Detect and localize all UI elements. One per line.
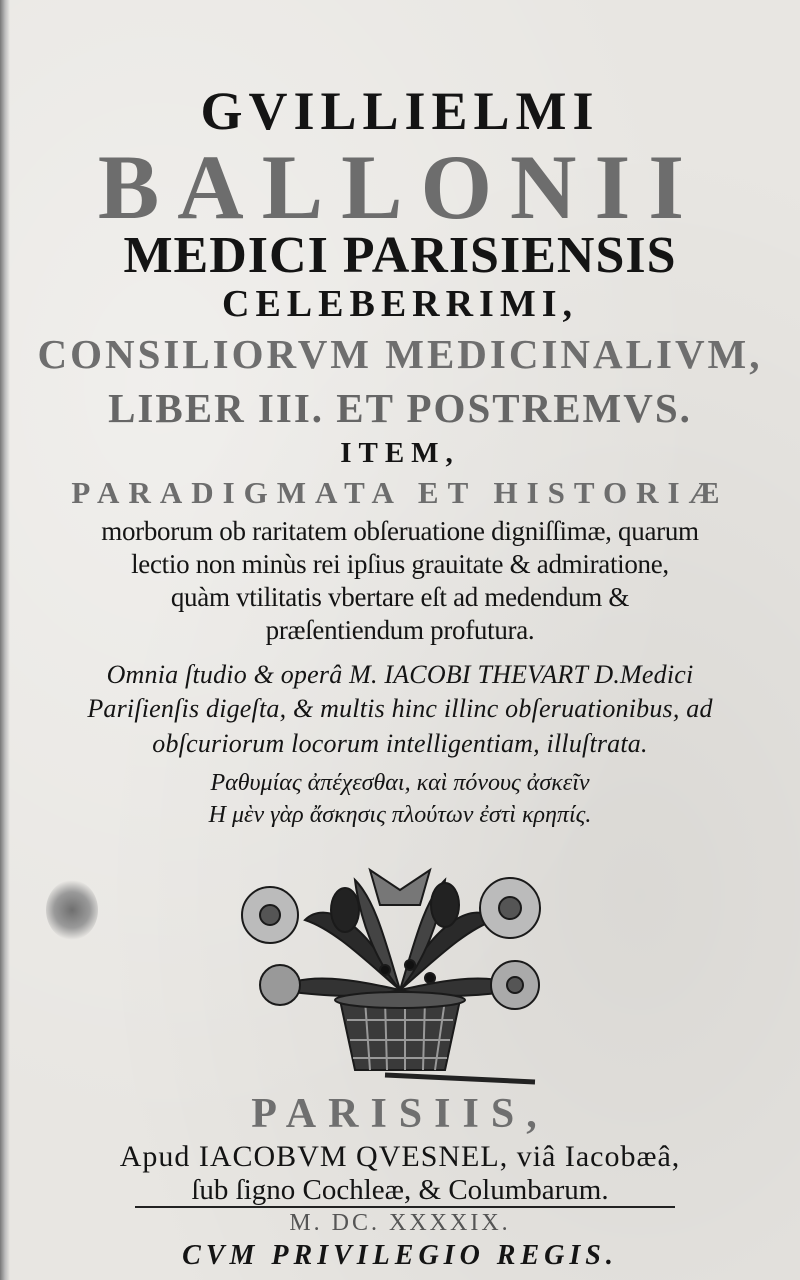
book-number: LIBER III. ET POSTREMVS. <box>108 385 692 431</box>
greek-motto-line: Η μὲν γὰρ ἄσκησις πλούτων ἐστὶ κρηπίς. <box>208 802 592 828</box>
imprint-sign: ſub ſigno Cochleæ, & Columbarum. <box>191 1174 609 1206</box>
imprint-year: M. DC. XXXXIX. <box>289 1210 511 1236</box>
imprint-place: PARISIIS, <box>251 1091 549 1137</box>
description-line: quàm vtilitatis vbertare eſt ad medendum & <box>170 582 630 612</box>
editor-line: Omnia ſtudio & operâ M. IACOBI THEVART D.Medici <box>106 660 694 689</box>
author-last-name: BALLONII <box>97 136 703 238</box>
description-line: præſentiendum profutura. <box>265 615 535 645</box>
flower-basket-vignette <box>235 860 565 1090</box>
editor-line: obſcuriorum locorum intelligentiam, illuſtrata. <box>152 729 648 758</box>
author-first-name: GVILLIELMI <box>200 81 600 141</box>
item-heading: ITEM, <box>340 437 460 469</box>
description-line: morborum ob raritatem obſeruatione digniſſimæ, quarum <box>101 516 699 546</box>
greek-motto-line: Ραθυμίας ἀπέχεσθαι, καὶ πόνους ἀσκεῖν <box>210 770 590 796</box>
ink-stain <box>46 880 98 940</box>
subtitle: PARADIGMATA ET HISTORIÆ <box>71 475 729 510</box>
editor-line: Pariſienſis digeſta, & multis hinc illinc obſeruationibus, ad <box>87 694 713 723</box>
work-title: CONSILIORVM MEDICINALIVM, <box>37 331 763 377</box>
author-epithet: CELEBERRIMI, <box>222 283 578 325</box>
imprint-printer: Apud IACOBVM QVESNEL, viâ Iacobæâ, <box>119 1140 681 1173</box>
description-line: lectio non minùs rei ipſius grauitate & admiratione, <box>131 549 669 579</box>
author-profession: MEDICI PARISIENSIS <box>123 227 677 284</box>
divider-rule <box>135 1206 675 1208</box>
royal-privilege: CVM PRIVILEGIO REGIS. <box>182 1240 618 1271</box>
